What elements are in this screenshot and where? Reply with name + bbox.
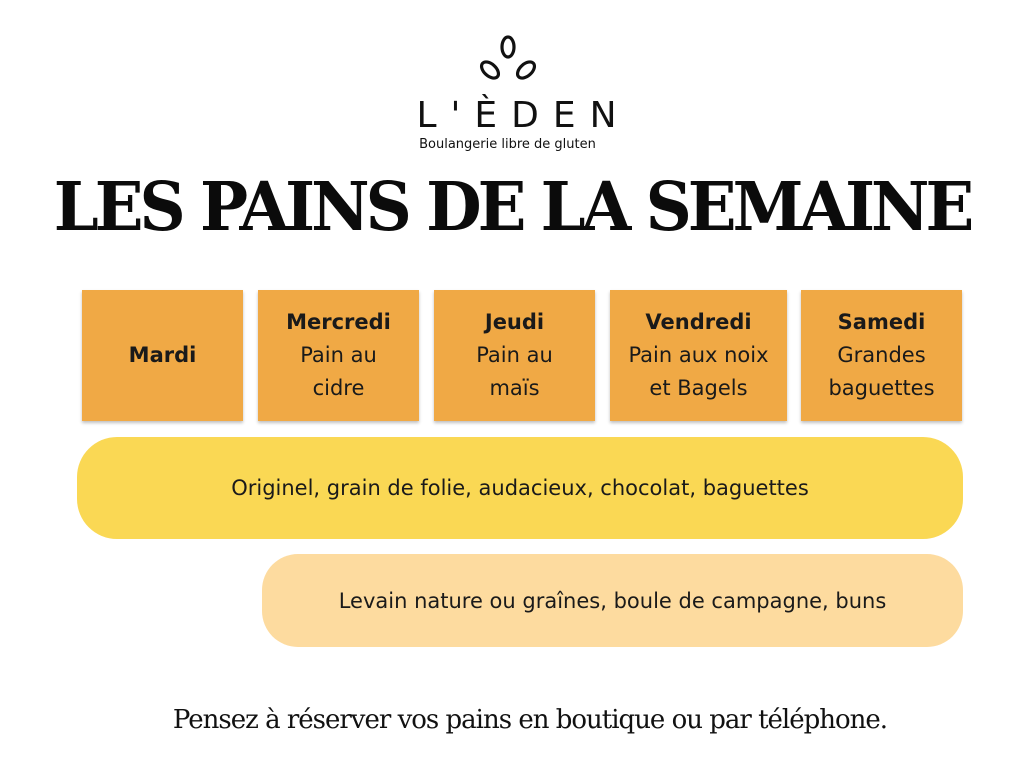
day-special: Grandes baguettes [828,343,935,400]
day-special: Pain au cidre [300,343,377,400]
day-box-mardi [82,290,243,421]
day-name: Mercredi [286,310,391,334]
day-box-mercredi [258,290,419,421]
logo-tagline: Boulangerie libre de gluten [419,137,596,152]
everyday-breads-text: Originel, grain de folie, audacieux, chocolat, baguettes [231,476,809,500]
day-name: Vendredi [645,310,752,334]
three-leaf-sprout-icon [474,34,542,84]
page-title: LES PAINS DE LA SEMAINE [53,168,971,247]
day-name: Jeudi [484,310,545,334]
logo [0,30,1024,160]
reservation-note: Pensez à réserver vos pains en boutique ou par téléphone. [172,705,888,735]
day-box-vendredi [610,290,787,421]
logo-wordmark: L'ÈDEN [416,95,631,136]
day-name: Mardi [128,343,197,367]
sourdough-breads-text: Levain nature ou graînes, boule de campagne, buns [338,588,887,613]
day-special: Pain au maïs [476,343,553,400]
day-box-jeudi [434,290,595,421]
day-special: Pain aux noix et Bagels [628,343,769,400]
day-box-samedi [801,290,962,421]
sourdough-breads-pill [262,554,963,647]
day-name: Samedi [837,310,926,334]
everyday-breads-pill [77,437,963,539]
